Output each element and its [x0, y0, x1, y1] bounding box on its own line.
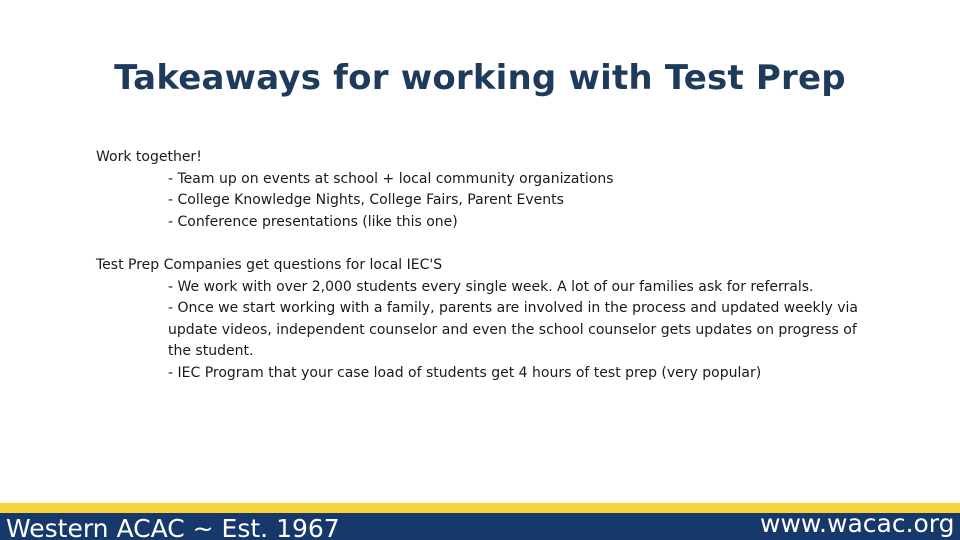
footer-accent-stripe [0, 503, 960, 513]
section-test-prep-companies [96, 255, 896, 385]
bullet-item: - Team up on events at school + local community organizations [168, 170, 614, 187]
footer-bar [0, 513, 960, 540]
bullet-item: - Conference presentations (like this one) [168, 213, 458, 230]
section-heading: Test Prep Companies get questions for local IEC'S [96, 256, 443, 273]
slide-title: Takeaways for working with Test Prep [114, 58, 846, 98]
bullet-item: - IEC Program that your case load of students get 4 hours of test prep (very popular) [168, 364, 762, 381]
section-heading: Work together! [96, 149, 202, 165]
bullet-item: - We work with over 2,000 students every single week. A lot of our families ask for referrals. [168, 278, 814, 295]
footer-organization-text: Western ACAC ~ Est. 1967 [6, 514, 340, 540]
bullet-item: - College Knowledge Nights, College Fairs, Parent Events [168, 192, 564, 209]
slide-body [96, 147, 896, 385]
footer-website-link[interactable]: www.wacac.org [760, 513, 955, 538]
bullet-item: - Once we start working with a family, parents are involved in the process and updated weekly via update videos, independent counselor and even the school counselor gets updates on progress of the student. [168, 300, 858, 360]
section-work-together [96, 147, 896, 233]
